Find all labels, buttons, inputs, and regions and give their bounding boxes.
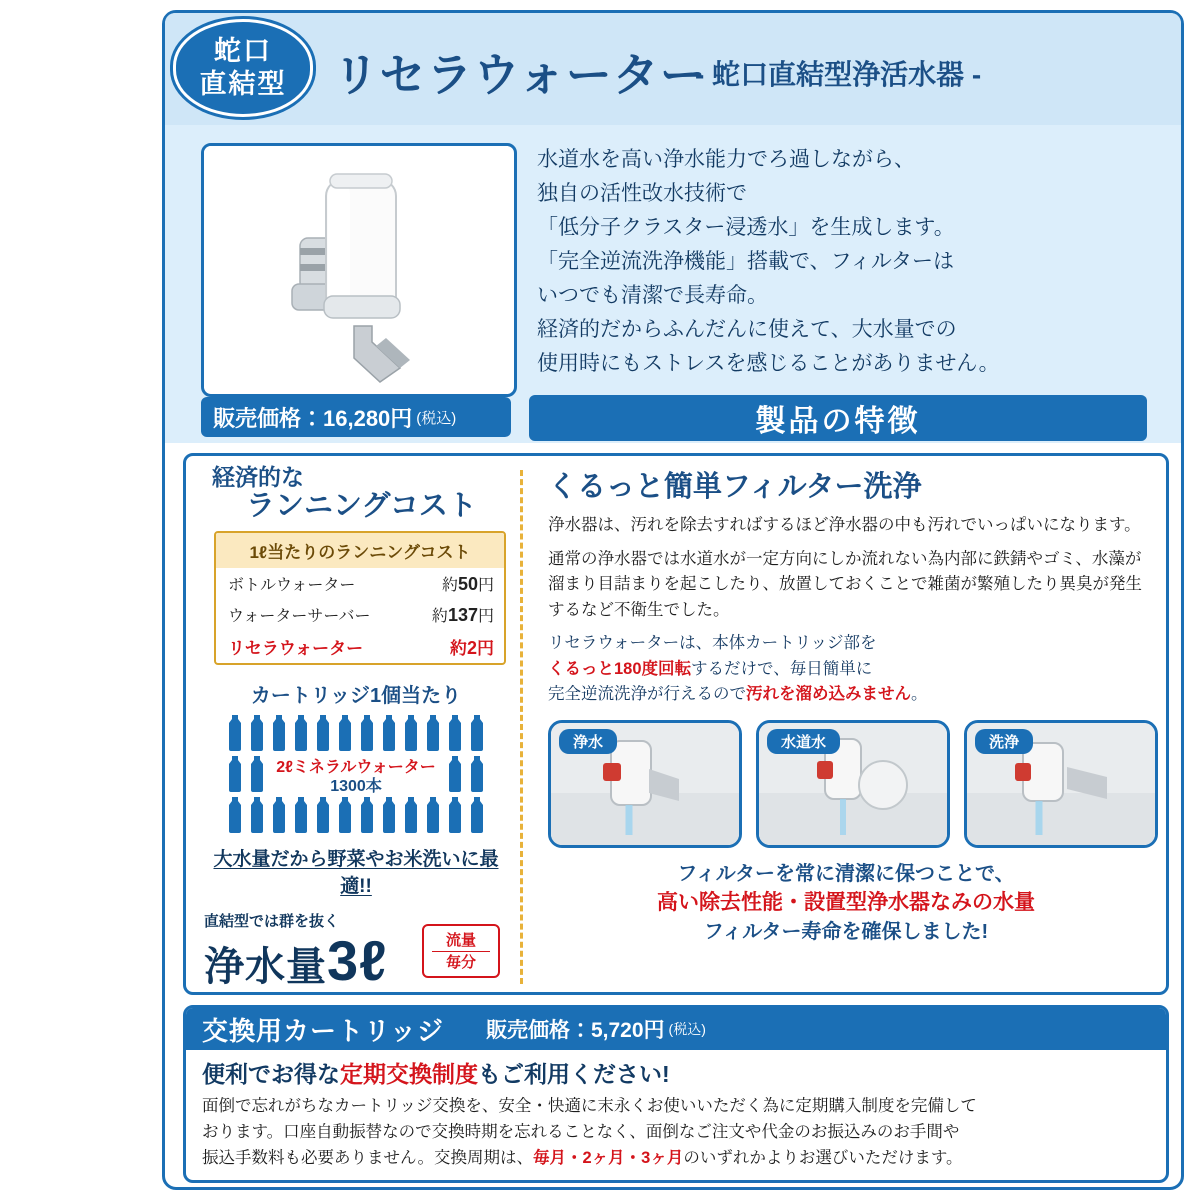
bottle-icon: [401, 796, 421, 834]
flow-rate-stamp: [422, 924, 500, 978]
bottle-icon: [247, 796, 267, 834]
cost-amount-number: 50: [457, 574, 478, 595]
subscription-body-3a: 振込手数料も必要ありません。交換周期は、: [202, 1149, 533, 1168]
bottle-icon: [225, 714, 245, 752]
lead-line-2: 独自の活性改水技術で: [537, 182, 747, 206]
bottle-icon: [313, 796, 333, 834]
flow-rate-block: [198, 904, 514, 993]
bottle-icon: [291, 714, 311, 752]
replacement-title: 交換用カートリッジ: [202, 1015, 444, 1046]
replacement-price: 販売価格：5,720円: [485, 1019, 665, 1042]
para3-part-c: するだけで、毎日簡単に: [691, 659, 873, 678]
page-title: リセラウォーター: [333, 49, 707, 101]
product-photo: [201, 143, 517, 397]
subscription-body-line-1: 面倒で忘れがちなカートリッジ交換を、安全・快適に末永くお使いいただく為に定期購入制度を完備して: [202, 1097, 977, 1115]
cost-table: [214, 531, 506, 665]
flow-rate-heading: 大水量だから野菜やお米洗いに最適!!: [213, 849, 499, 898]
cost-row-name: ボトルウォーター: [228, 577, 356, 595]
cost-amount-number: 2: [466, 638, 477, 659]
running-cost-heading: [198, 464, 514, 523]
flow-rate-unit: ℓ: [359, 929, 388, 993]
subscription-heading-b: 定期交換制度: [340, 1061, 478, 1087]
feature-section-title: 製品の特徴: [529, 395, 1147, 441]
cost-row-highlight: [216, 630, 504, 663]
flow-stamp-line1: 流量: [445, 931, 476, 949]
closing-line-2: 高い除去性能・設置型浄水器なみの水量: [657, 891, 1035, 915]
bottle-icon: [291, 796, 311, 834]
bottle-row: [206, 796, 506, 834]
lead-line-6: 経済的だからふんだんに使えて、大水量での: [537, 318, 957, 342]
bottle-icon: [247, 714, 267, 752]
bottle-icon: [335, 796, 355, 834]
running-cost-column: [198, 464, 514, 993]
flow-rate-label: 浄水量: [204, 945, 327, 990]
mode-photo-caption: 浄水: [559, 729, 617, 754]
cost-amount-prefix: 約: [431, 608, 448, 626]
subscription-heading-c: もご利用ください!: [478, 1061, 670, 1087]
bottle-icon: [445, 796, 465, 834]
para3-part-b: くるっと180度回転: [548, 659, 692, 678]
para3-part-f: 。: [911, 685, 928, 704]
mode-photo-purified: [548, 720, 742, 848]
closing-line-1: フィルターを常に清潔に保つことで、: [677, 862, 1015, 885]
mode-photo-tap: [756, 720, 950, 848]
running-cost-heading-line1: 経済的な: [212, 464, 304, 490]
para3-part-e: 汚れを溜め込みません: [746, 685, 911, 704]
cost-row: [216, 568, 504, 599]
header: [165, 13, 1181, 125]
bottle-icon: [269, 714, 289, 752]
main-price-bar: [201, 397, 511, 437]
bottle-icon: [225, 796, 245, 834]
filter-wash-column: [534, 464, 1158, 947]
filter-wash-closing: [534, 860, 1158, 947]
subscription-body-3c: のいずれかよりお選びいただけます。: [683, 1149, 963, 1168]
flow-rate-number: 3: [327, 929, 360, 993]
cost-table-header: 1ℓ当たりのランニングコスト: [216, 533, 504, 568]
bottle-icon: [423, 796, 443, 834]
subscription-cycle-options: 毎月・2ヶ月・3ヶ月: [533, 1149, 684, 1168]
filter-wash-title: くるっと簡単フィルター洗浄: [548, 471, 922, 503]
cost-amount-unit: 円: [477, 608, 494, 626]
bottle-icon: [445, 714, 465, 752]
column-divider: [520, 470, 523, 984]
filter-wash-paragraph-3: [548, 631, 1146, 708]
bottle-equivalent-label: [249, 758, 464, 796]
subscription-heading-a: 便利でお得な: [202, 1061, 340, 1087]
lead-line-4: 「完全逆流洗浄機能」搭載で、フィルターは: [537, 250, 955, 274]
lead-line-3: 「低分子クラスター浸透水」を生成します。: [537, 216, 955, 240]
filter-wash-paragraph-2: 通常の浄水器では水道水が一定方向にしか流れない為内部に鉄錆やゴミ、水藻が溜まり目詰まりを起こしたり、放置しておくことで雑菌が繁殖したり異臭が発生するなど不衛生でした。: [548, 549, 1142, 619]
mode-photo-caption: 洗浄: [975, 729, 1033, 754]
bottle-icon: [357, 714, 377, 752]
mode-photo-backwash: [964, 720, 1158, 848]
bottle-icon: [423, 714, 443, 752]
bottle-label-line2: 1300本: [330, 778, 382, 796]
bottle-label-line1: 2ℓミネラルウォーター: [276, 759, 436, 777]
cost-row-amount: [450, 634, 494, 659]
filter-wash-paragraph-1: 浄水器は、汚れを除去すればするほど浄水器の中も汚れでいっぱいになります。: [548, 516, 1141, 534]
cost-amount-prefix: 約: [441, 577, 458, 595]
main-price-tax: (税込): [416, 409, 457, 427]
lead-line-7: 使用時にもストレスを感じることがありません。: [537, 352, 1000, 376]
lead-paragraph: [537, 143, 1147, 381]
cost-row-amount: [442, 572, 494, 595]
cost-row-amount: [432, 603, 494, 626]
flow-stamp-divider: [432, 951, 490, 952]
bottle-icon: [379, 714, 399, 752]
cartridge-capacity-heading: カートリッジ1個当たり: [250, 685, 462, 708]
flow-rate-small-text: 直結型では群を抜く: [204, 913, 340, 931]
bottle-icon: [313, 714, 333, 752]
lead-line-5: いつでも清潔で長寿命。: [537, 284, 768, 308]
bottle-icon: [467, 796, 487, 834]
page-subtitle: - 蛇口直結型浄活水器 -: [695, 59, 982, 90]
subscription-heading: [186, 1050, 1166, 1091]
mode-photo-caption: 水道水: [767, 729, 840, 754]
bottle-icon: [467, 714, 487, 752]
flow-stamp-line2: 毎分: [445, 953, 476, 971]
replacement-cartridge-section: [183, 1005, 1169, 1183]
main-price-label: 販売価格：16,280円: [213, 405, 413, 431]
cost-amount-unit: 円: [477, 639, 494, 659]
product-photo-illustration: [204, 146, 508, 388]
flyer-sheet: [162, 10, 1184, 1190]
bottle-icon: [225, 755, 245, 793]
bottle-icon: [401, 714, 421, 752]
cost-amount-unit: 円: [477, 577, 494, 595]
badge-line-1: 蛇口: [214, 36, 272, 67]
flow-rate-value: [204, 928, 388, 993]
lead-line-1: 水道水を高い浄水能力でろ過しながら、: [537, 148, 915, 171]
subscription-body-line-3: [202, 1145, 1152, 1171]
bottle-icon: [357, 796, 377, 834]
subscription-body-line-2: おります。口座自動振替なので交換時期を忘れることなく、面倒なご注文や代金のお振込みのお手間や: [202, 1123, 960, 1142]
middle-section: [183, 453, 1169, 995]
bottle-row: [206, 714, 506, 752]
cost-amount-number: 137: [447, 605, 478, 626]
bottle-icon: [467, 755, 487, 793]
cost-row-name: リセラウォーター: [228, 639, 364, 659]
bottle-icon: [379, 796, 399, 834]
bottle-pictogram-group: [206, 714, 506, 834]
bottle-icon: [335, 714, 355, 752]
running-cost-heading-line2: ランニングコスト: [246, 490, 477, 523]
cost-row: [216, 599, 504, 630]
para3-part-d: 完全逆流洗浄が行えるので: [548, 685, 746, 704]
replacement-price-tax: (税込): [668, 1021, 706, 1037]
mode-photo-row: [548, 720, 1158, 848]
cost-amount-prefix: 約: [449, 639, 467, 659]
cost-row-name: ウォーターサーバー: [228, 608, 371, 626]
bottle-icon: [269, 796, 289, 834]
para3-part-a: リセラウォーターは、本体カートリッジ部を: [548, 634, 877, 653]
replacement-header: [186, 1008, 1166, 1050]
faucet-direct-badge: [173, 19, 313, 117]
subscription-body: [186, 1091, 1166, 1171]
closing-line-3: フィルター寿命を確保しました!: [703, 921, 989, 944]
badge-line-2: 直結型: [199, 69, 287, 99]
